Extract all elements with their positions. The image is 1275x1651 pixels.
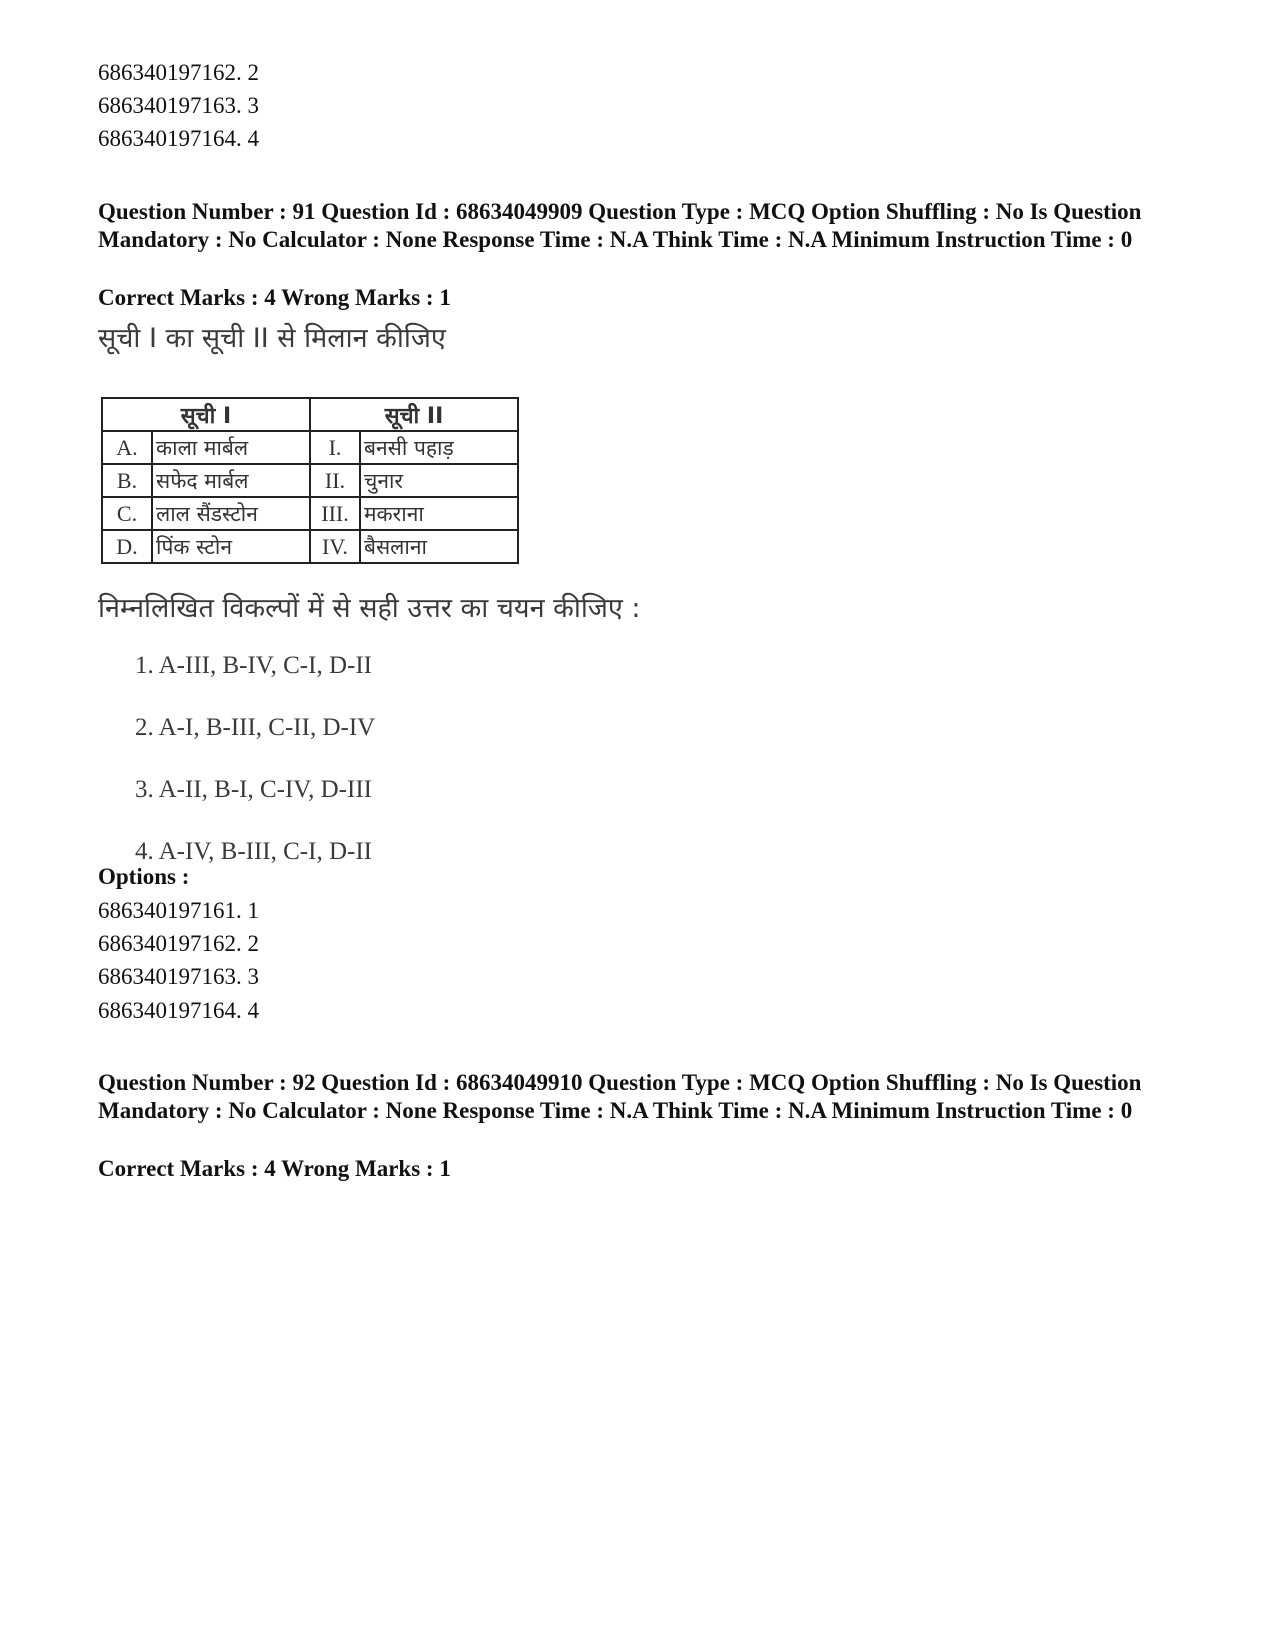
list1-header: सूची I <box>102 398 310 431</box>
q91-match-table <box>101 397 519 564</box>
q91-option-1: 686340197161. 1 <box>98 898 259 923</box>
q91-option-4: 686340197164. 4 <box>98 998 259 1023</box>
q91-prompt: सूची I का सूची II से मिलान कीजिए <box>98 323 446 354</box>
q91-marks: Correct Marks : 4 Wrong Marks : 1 <box>98 285 451 310</box>
table-row <box>102 530 518 563</box>
row-label: I. <box>310 431 360 464</box>
table-row <box>102 497 518 530</box>
q92-meta: Question Number : 92 Question Id : 68634049910 Question Type : MCQ Option Shuffling : No Is Question Mandatory : No Calculator : None Response Time : N.A Think Time : N.A Minimum Instruction Time : 0 <box>98 1070 1142 1123</box>
q91-instruction: निम्नलिखित विकल्पों में से सही उत्तर का चयन कीजिए : <box>98 593 641 624</box>
row-value: चुनार <box>360 464 518 497</box>
row-value: बैसलाना <box>360 530 518 563</box>
row-value: पिंक स्टोन <box>152 530 310 563</box>
row-value: सफेद मार्बल <box>152 464 310 497</box>
row-label: B. <box>102 464 152 497</box>
list2-header: सूची II <box>310 398 518 431</box>
q91-choice-1: 1. A-III, B-IV, C-I, D-II <box>135 652 372 679</box>
row-label: II. <box>310 464 360 497</box>
table-row <box>102 464 518 497</box>
row-label: A. <box>102 431 152 464</box>
row-label: IV. <box>310 530 360 563</box>
row-value: काला मार्बल <box>152 431 310 464</box>
q91-choice-3: 3. A-II, B-I, C-IV, D-III <box>135 776 372 803</box>
q91-option-2: 686340197162. 2 <box>98 931 259 956</box>
row-value: लाल सैंडस्टोन <box>152 497 310 530</box>
prev-option-2: 686340197162. 2 <box>98 60 259 85</box>
row-label: III. <box>310 497 360 530</box>
q91-meta: Question Number : 91 Question Id : 68634049909 Question Type : MCQ Option Shuffling : No Is Question Mandatory : No Calculator : None Response Time : N.A Think Time : N.A Minimum Instruction Time : 0 <box>98 199 1142 252</box>
q91-choice-4: 4. A-IV, B-III, C-I, D-II <box>135 838 372 865</box>
row-label: C. <box>102 497 152 530</box>
q91-option-3: 686340197163. 3 <box>98 964 259 989</box>
row-label: D. <box>102 530 152 563</box>
q91-choice-2: 2. A-I, B-III, C-II, D-IV <box>135 714 376 741</box>
row-value: बनसी पहाड़ <box>360 431 518 464</box>
q91-options-label: Options : <box>98 864 190 889</box>
table-row <box>102 431 518 464</box>
q92-marks: Correct Marks : 4 Wrong Marks : 1 <box>98 1156 451 1181</box>
match-table-header <box>102 398 518 431</box>
row-value: मकराना <box>360 497 518 530</box>
prev-option-3: 686340197163. 3 <box>98 93 259 118</box>
prev-option-4: 686340197164. 4 <box>98 126 259 151</box>
